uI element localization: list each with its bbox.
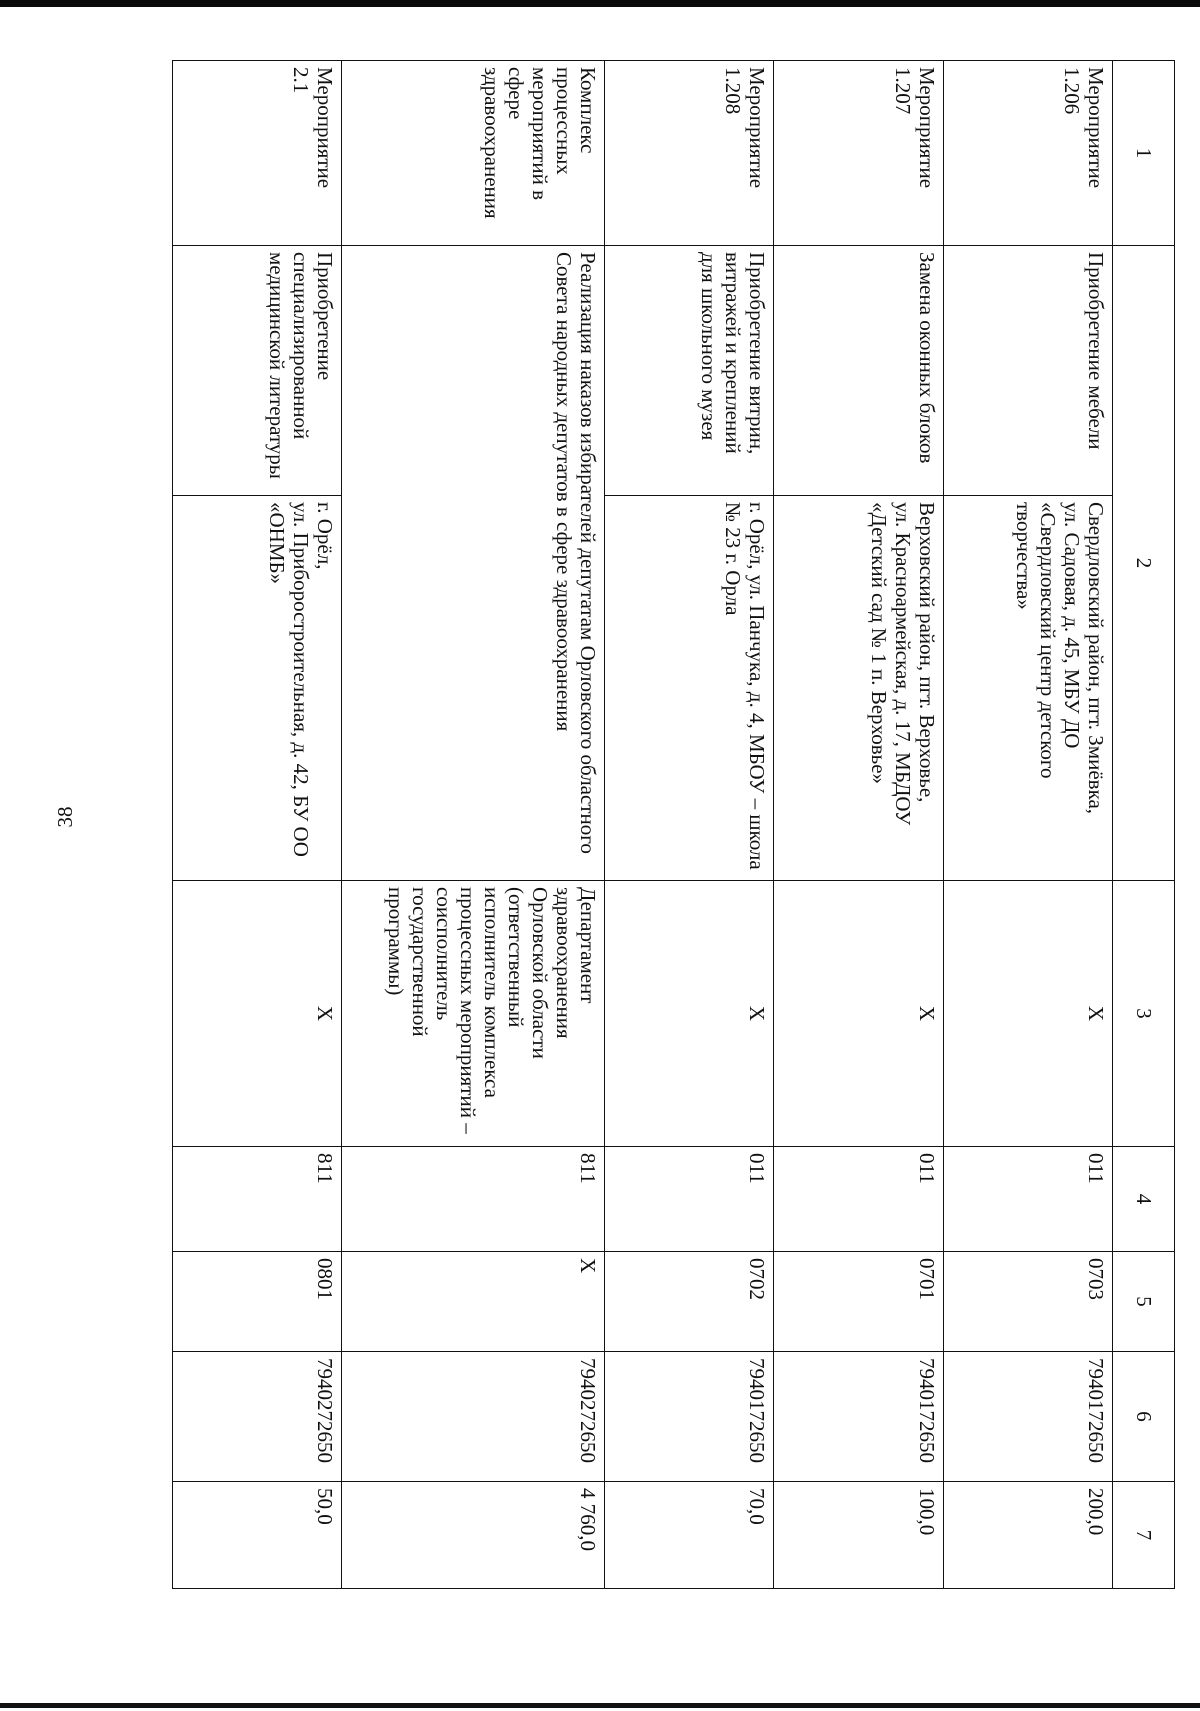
bottom-scan-edge: [0, 1703, 1200, 1708]
amount-cell: 50,0: [173, 1482, 342, 1589]
header-col-5: 5: [1113, 1252, 1175, 1352]
top-scan-edge: [0, 0, 1200, 7]
header-col-3: 3: [1113, 881, 1175, 1147]
measure-id-cell: Мероприятие 1.207: [774, 61, 943, 246]
complex-description-cell: Реализация наказов избирателей депутатам Орловского областного Совета народных депутатов в сфере здравоохранения: [342, 246, 605, 881]
section-code-cell: 0703: [943, 1252, 1112, 1352]
section-code-cell: 0702: [605, 1252, 774, 1352]
executor-cell: Х: [774, 881, 943, 1147]
target-article-cell: 7940172650: [774, 1352, 943, 1482]
measure-name-cell: Приобретение специализированной медицинской литературы: [173, 246, 342, 496]
table-row: [605, 61, 774, 1589]
grbs-code-cell: 011: [605, 1147, 774, 1252]
grbs-code-cell: 811: [173, 1147, 342, 1252]
amount-cell: 100,0: [774, 1482, 943, 1589]
grbs-code-cell: 011: [943, 1147, 1112, 1252]
budget-table: [172, 60, 1175, 1589]
grbs-code-cell: 011: [774, 1147, 943, 1252]
executor-cell: Х: [605, 881, 774, 1147]
measure-id-cell: Мероприятие 2.1: [173, 61, 342, 246]
measure-name-cell: Приобретение мебели: [943, 246, 1112, 496]
measure-address-cell: Свердловский район, пгт. Змиёвка, ул. Садовая, д. 45, МБУ ДО «Свердловский центр детского творчества»: [943, 496, 1112, 881]
measure-name-cell: Приобретение витрин, витражей и креплений для школьного музея: [605, 246, 774, 496]
amount-cell: 70,0: [605, 1482, 774, 1589]
executor-cell: Х: [173, 881, 342, 1147]
section-code-cell: Х: [342, 1252, 605, 1352]
budget-table-rotated: [172, 60, 1175, 1588]
section-code-cell: 0701: [774, 1252, 943, 1352]
page-number: 38: [53, 806, 77, 828]
header-col-6: 6: [1113, 1352, 1175, 1482]
program-complex-row: [342, 61, 605, 1589]
header-row: [1113, 61, 1175, 1589]
table-row: [173, 61, 342, 1589]
measure-address-cell: Верховский район, пгт. Верховье, ул. Красноармейская, д. 17, МБДОУ «Детский сад № 1 п. Верховье»: [774, 496, 943, 881]
target-article-cell: 7940172650: [943, 1352, 1112, 1482]
table-row: [943, 61, 1112, 1589]
amount-cell: 4 760,0: [342, 1482, 605, 1589]
measure-name-cell: Замена оконных блоков: [774, 246, 943, 496]
header-col-1: 1: [1113, 61, 1175, 246]
amount-cell: 200,0: [943, 1482, 1112, 1589]
measure-id-cell: Мероприятие 1.206: [943, 61, 1112, 246]
header-col-7: 7: [1113, 1482, 1175, 1589]
measure-address-cell: г. Орёл, ул. Приборостроительная, д. 42, БУ ОО «ОНМБ»: [173, 496, 342, 881]
target-article-cell: 7940272650: [173, 1352, 342, 1482]
measure-address-cell: г. Орёл, ул. Панчука, д. 4, МБОУ – школа № 23 г. Орла: [605, 496, 774, 881]
target-article-cell: 7940172650: [605, 1352, 774, 1482]
responsible-executor-cell: Департамент здравоохранения Орловской области (ответственный исполнитель комплекса процессных мероприятий – соисполнитель государственной программы): [342, 881, 605, 1147]
header-col-4: 4: [1113, 1147, 1175, 1252]
header-col-2: 2: [1113, 246, 1175, 881]
complex-title-cell: Комплекс процессных мероприятий в сфере здравоохранения: [342, 61, 605, 246]
grbs-code-cell: 811: [342, 1147, 605, 1252]
executor-cell: Х: [943, 881, 1112, 1147]
measure-id-cell: Мероприятие 1.208: [605, 61, 774, 246]
section-code-cell: 0801: [173, 1252, 342, 1352]
table-row: [774, 61, 943, 1589]
target-article-cell: 7940272650: [342, 1352, 605, 1482]
